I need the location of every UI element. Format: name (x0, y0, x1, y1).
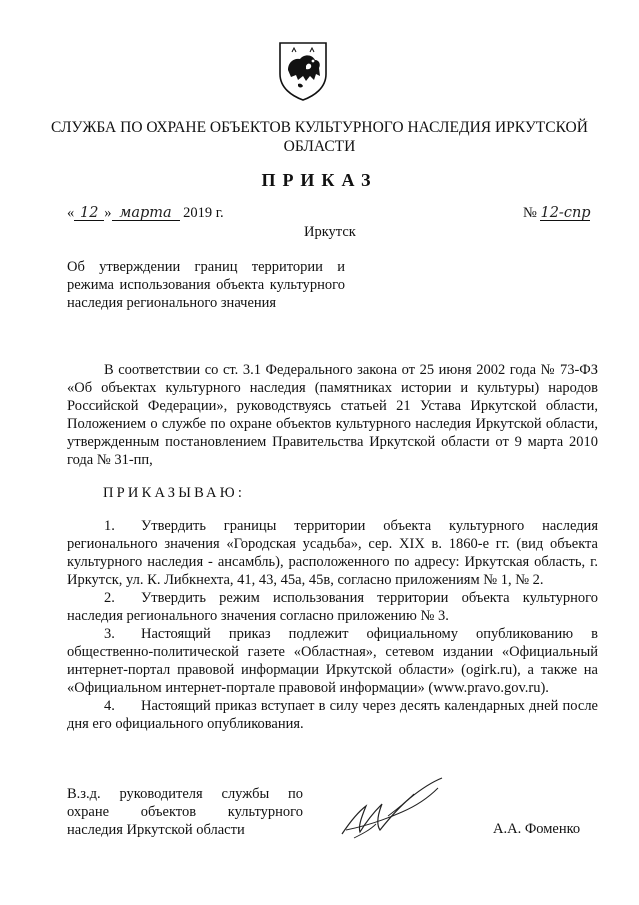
order-word: ПРИКАЗЫВАЮ: (103, 485, 246, 501)
signatory-name: А.А. Фоменко (493, 821, 581, 837)
item-number: 2. (104, 590, 115, 606)
order-item-3 (67, 625, 598, 697)
date-open-quote: « (67, 205, 75, 221)
date-close-quote: » (104, 205, 112, 221)
order-item-4 (67, 697, 598, 733)
document-date (67, 205, 224, 222)
number-prefix: № (523, 205, 537, 221)
item-number: 4. (104, 698, 115, 714)
date-day: 12 (74, 206, 104, 221)
organization-name: СЛУЖБА ПО ОХРАНЕ ОБЪЕКТОВ КУЛЬТУРНОГО НАСЛЕДИЯ ИРКУТСКОЙ ОБЛАСТИ (51, 119, 588, 155)
item-number: 1. (104, 518, 115, 534)
item-number: 3. (104, 626, 115, 642)
item-text: Настоящий приказ вступает в силу через десять календарных дней после дня его официального опубликования. (67, 698, 598, 732)
date-year: 2019 г. (183, 205, 224, 221)
preamble-paragraph: В соответствии со ст. 3.1 Федерального закона от 25 июня 2002 года № 73-ФЗ «Об объектах культурного наследия (памятниках истории и культуры) народов Российской Федерации», руководствуясь статьей 21 Устава Иркутской области, Положением о службе по охране объектов культурного наследия Иркутской области, утвержденным постановлением Правительства Иркутской области от 9 марта 2010 года № 31-пп, (67, 362, 598, 468)
date-month: марта (112, 206, 180, 221)
item-text: Настоящий приказ подлежит официальному опубликованию в общественно-политической газете «Областная», сетевом издании «Официальный интернет-портал правовой информации Иркутской области» (ogirk.ru), а также на «Официальном интернет-портале правовой информации» (www.pravo.gov.ru). (67, 626, 598, 696)
number-value: 12-спр (540, 205, 591, 221)
document-type-title: ПРИКАЗ (261, 170, 378, 190)
handwritten-signature-icon (336, 772, 446, 844)
coat-of-arms-icon (276, 40, 330, 102)
signatory-position: В.з.д. руководителя службы по охране объектов культурного наследия Иркутской области (67, 786, 303, 838)
order-items-list (67, 517, 598, 733)
item-text: Утвердить режим использования территории объекта культурного наследия регионального значения согласно приложению № 3. (67, 590, 598, 624)
document-number (523, 205, 590, 222)
order-item-1 (67, 517, 598, 589)
document-subject: Об утверждении границ территории и режима использования объекта культурного наследия регионального значения (67, 259, 345, 311)
item-text: Утвердить границы территории объекта культурного наследия регионального значения «Городская усадьба», сер. XIX в. 1860-е гг. (вид объекта культурного наследия - ансамбль), расположенного по адресу: Иркутская область, г. Иркутск, ул. К. Либкнехта, 41, 43, 45а, 45в, согласно приложениям № 1, № 2. (67, 518, 598, 588)
document-city: Иркутск (304, 224, 356, 240)
order-item-2 (67, 589, 598, 625)
